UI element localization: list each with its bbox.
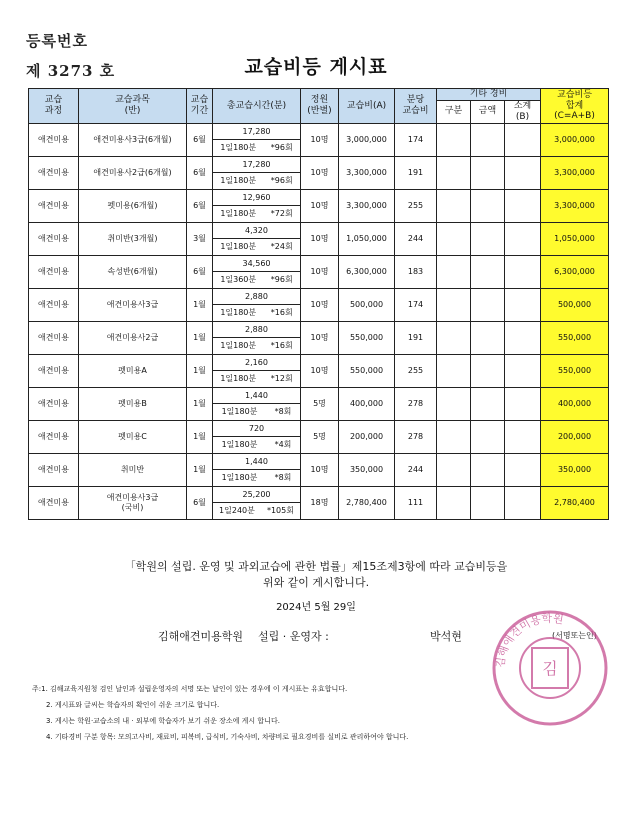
row-course: 애견미용 [29,288,79,321]
row-daily-minutes: 1일240분 [219,506,255,515]
row-other-subtotal [505,222,541,255]
table-row [29,156,609,189]
row-other-type [437,123,471,156]
row-sessions: *12회 [270,374,293,383]
row-period: 6월 [187,123,213,156]
row-total-minutes: 2,880 [213,289,300,305]
table-row [29,453,609,486]
row-sessions: *4회 [274,440,292,449]
row-period: 6월 [187,189,213,222]
row-sessions: *16회 [270,341,293,350]
row-capacity: 10명 [301,189,339,222]
row-sessions: *8회 [274,407,292,416]
row-other-subtotal [505,189,541,222]
row-course: 애견미용 [29,354,79,387]
row-period: 1월 [187,420,213,453]
header-fee: 교습비(A) [339,89,395,124]
handwritten-registration-label: 등록번호 [26,32,88,50]
row-fee: 3,300,000 [339,156,395,189]
row-other-type [437,387,471,420]
row-course: 애견미용 [29,255,79,288]
posting-date: 2024년 5월 29일 [276,602,356,613]
row-sessions: *16회 [270,308,293,317]
notice-line-1: 「학원의 설립. 운영 및 과외교습에 관한 법률」제15조제3항에 따라 교습비등을 [124,560,508,573]
row-daily-minutes: 1일180분 [220,209,257,218]
sign-note: (서명또는인) [552,631,597,640]
row-daily-minutes: 1일180분 [220,374,257,383]
row-fee: 2,780,400 [339,486,395,519]
row-period: 1월 [187,288,213,321]
row-other-amount [471,420,505,453]
row-period: 3월 [187,222,213,255]
row-other-subtotal [505,453,541,486]
footnote-1: 주:1. 김해교육지원청 검인 날인과 설립운영자의 서명 또는 날인이 있는 경우에 이 게시표는 유효합니다. [32,685,348,693]
row-capacity: 10명 [301,255,339,288]
row-subject: 펫미용(6개월) [79,189,187,222]
row-subject: 펫미용A [79,354,187,387]
row-total-minutes: 1,440 [213,388,300,404]
row-fee: 400,000 [339,387,395,420]
row-capacity: 10명 [301,156,339,189]
row-capacity: 10명 [301,453,339,486]
table-row [29,354,609,387]
row-course: 애견미용 [29,123,79,156]
row-hours [213,288,301,321]
seal-stamp [490,608,610,728]
fee-table-body [29,123,609,519]
row-total-minutes: 2,880 [213,322,300,338]
row-per-minute: 278 [395,420,437,453]
fee-table [28,88,609,520]
row-course: 애견미용 [29,189,79,222]
row-other-type [437,486,471,519]
row-daily-minutes: 1일360분 [220,275,257,284]
row-other-type [437,222,471,255]
row-daily-minutes: 1일180분 [220,143,257,152]
row-period: 6월 [187,255,213,288]
operator-name: 박석현 [430,630,462,643]
table-row [29,255,609,288]
row-per-minute: 278 [395,387,437,420]
page-title: 교습비등 게시표 [244,56,388,78]
row-fee: 3,300,000 [339,189,395,222]
table-row [29,321,609,354]
row-other-type [437,288,471,321]
row-fee: 350,000 [339,453,395,486]
row-total: 400,000 [541,387,609,420]
row-other-amount [471,189,505,222]
row-course: 애견미용 [29,387,79,420]
header-per-minute: 분당 교습비 [395,89,437,124]
row-period: 1월 [187,321,213,354]
row-total: 200,000 [541,420,609,453]
table-row [29,288,609,321]
row-other-subtotal [505,321,541,354]
table-row [29,420,609,453]
row-total-minutes: 12,960 [213,190,300,206]
row-hours [213,354,301,387]
row-subject: 취미반(3개월) [79,222,187,255]
row-total: 550,000 [541,354,609,387]
row-hours [213,156,301,189]
row-per-minute: 111 [395,486,437,519]
row-total: 3,000,000 [541,123,609,156]
header-period: 교습 기간 [187,89,213,124]
row-total: 500,000 [541,288,609,321]
header-course: 교습 과정 [29,89,79,124]
row-capacity: 10명 [301,354,339,387]
row-capacity: 10명 [301,123,339,156]
handwritten-registration-number: 제 3273 호 [26,62,116,80]
header-total: 교습비등 합계 (C=A+B) [541,89,609,124]
row-subject: 애견미용사3급 [79,288,187,321]
header-other-expenses: 기타 경비 [437,89,541,101]
row-fee: 550,000 [339,354,395,387]
row-total-minutes: 2,160 [213,355,300,371]
row-other-amount [471,156,505,189]
row-subject: 속성반(6개월) [79,255,187,288]
row-course: 애견미용 [29,486,79,519]
row-other-subtotal [505,123,541,156]
row-total: 6,300,000 [541,255,609,288]
row-sessions: *72회 [270,209,293,218]
row-other-subtotal [505,288,541,321]
row-hours [213,255,301,288]
notice-line-2: 위와 같이 게시합니다. [262,576,370,589]
row-total: 3,300,000 [541,189,609,222]
row-other-type [437,453,471,486]
table-row [29,189,609,222]
row-subject: 펫미용C [79,420,187,453]
row-period: 1월 [187,354,213,387]
row-total-minutes: 4,320 [213,223,300,239]
row-total: 3,300,000 [541,156,609,189]
row-hours [213,222,301,255]
row-hours [213,453,301,486]
row-other-type [437,189,471,222]
operator-role: 설립 · 운영자 : [258,630,329,643]
row-total: 1,050,000 [541,222,609,255]
row-total-minutes: 720 [213,421,300,437]
row-sessions: *24회 [270,242,293,251]
row-total-minutes: 34,560 [213,256,300,272]
row-per-minute: 183 [395,255,437,288]
row-hours [213,321,301,354]
row-sessions: *8회 [274,473,292,482]
table-row [29,222,609,255]
table-row [29,486,609,519]
row-other-amount [471,288,505,321]
row-total: 350,000 [541,453,609,486]
row-course: 애견미용 [29,420,79,453]
row-other-amount [471,321,505,354]
row-capacity: 10명 [301,288,339,321]
row-other-subtotal [505,420,541,453]
row-capacity: 5명 [301,387,339,420]
row-subject: 펫미용B [79,387,187,420]
row-hours [213,486,301,519]
row-sessions: *105회 [266,506,294,515]
row-fee: 1,050,000 [339,222,395,255]
row-per-minute: 191 [395,321,437,354]
row-period: 1월 [187,453,213,486]
row-capacity: 18명 [301,486,339,519]
row-total-minutes: 25,200 [213,487,300,503]
row-capacity: 10명 [301,222,339,255]
row-daily-minutes: 1일180분 [221,407,258,416]
row-hours [213,387,301,420]
row-per-minute: 174 [395,123,437,156]
row-other-subtotal [505,156,541,189]
row-course: 애견미용 [29,453,79,486]
row-fee: 3,000,000 [339,123,395,156]
row-total-minutes: 17,280 [213,157,300,173]
row-other-subtotal [505,354,541,387]
row-other-type [437,321,471,354]
row-other-type [437,156,471,189]
row-per-minute: 244 [395,453,437,486]
row-other-amount [471,123,505,156]
row-subject: 애견미용사3급(6개월) [79,123,187,156]
row-sessions: *96회 [270,176,293,185]
row-other-amount [471,222,505,255]
row-fee: 200,000 [339,420,395,453]
header-capacity: 정원 (반별) [301,89,339,124]
row-other-type [437,354,471,387]
row-total: 2,780,400 [541,486,609,519]
footnote-3: 3. 게시는 학원·교습소의 내 · 외부에 학습자가 보기 쉬운 장소에 게시 합니다. [46,717,280,725]
row-subject: 애견미용사3급 (국비) [79,486,187,519]
row-other-amount [471,486,505,519]
row-total-minutes: 1,440 [213,454,300,470]
row-total: 550,000 [541,321,609,354]
row-daily-minutes: 1일180분 [221,440,258,449]
footnote-4: 4. 기타경비 구분 항목: 모의고사비, 재료비, 피복비, 급식비, 기숙사비, 차량비로 필요경비를 실비로 관리하여야 합니다. [46,733,409,741]
row-total-minutes: 17,280 [213,124,300,140]
row-course: 애견미용 [29,156,79,189]
row-sessions: *96회 [270,143,293,152]
row-daily-minutes: 1일180분 [220,242,257,251]
row-period: 1월 [187,387,213,420]
row-hours [213,189,301,222]
row-capacity: 10명 [301,321,339,354]
row-per-minute: 244 [395,222,437,255]
row-other-type [437,255,471,288]
row-other-amount [471,387,505,420]
row-subject: 취미반 [79,453,187,486]
row-course: 애견미용 [29,222,79,255]
header-subject: 교습과목 (반) [79,89,187,124]
row-daily-minutes: 1일180분 [220,341,257,350]
row-other-subtotal [505,255,541,288]
row-period: 6월 [187,156,213,189]
table-row [29,123,609,156]
row-other-subtotal [505,486,541,519]
row-per-minute: 255 [395,354,437,387]
row-daily-minutes: 1일180분 [220,308,257,317]
row-per-minute: 255 [395,189,437,222]
row-course: 애견미용 [29,321,79,354]
header-other-subtotal: 소계 (B) [505,100,541,123]
row-period: 6월 [187,486,213,519]
row-subject: 애견미용사2급(6개월) [79,156,187,189]
row-per-minute: 174 [395,288,437,321]
row-daily-minutes: 1일180분 [221,473,258,482]
row-capacity: 5명 [301,420,339,453]
row-sessions: *96회 [270,275,293,284]
row-hours [213,420,301,453]
footnote-2: 2. 게시표와 글씨는 학습자의 확인이 쉬운 크기로 합니다. [46,701,220,709]
row-per-minute: 191 [395,156,437,189]
row-other-amount [471,255,505,288]
header-other-amount: 금액 [471,100,505,123]
row-other-amount [471,453,505,486]
row-other-type [437,420,471,453]
row-fee: 550,000 [339,321,395,354]
row-daily-minutes: 1일180분 [220,176,257,185]
stamp-center-text: 김 [542,659,558,678]
row-fee: 6,300,000 [339,255,395,288]
header-other-type: 구분 [437,100,471,123]
row-other-amount [471,354,505,387]
row-other-subtotal [505,387,541,420]
row-subject: 애견미용사2급 [79,321,187,354]
academy-name: 김해애견미용학원 [158,630,244,643]
table-row [29,387,609,420]
header-hours: 총교습시간(분) [213,89,301,124]
stamp-ring-text: 김해애견미용학원 [493,611,565,669]
row-hours [213,123,301,156]
row-fee: 500,000 [339,288,395,321]
